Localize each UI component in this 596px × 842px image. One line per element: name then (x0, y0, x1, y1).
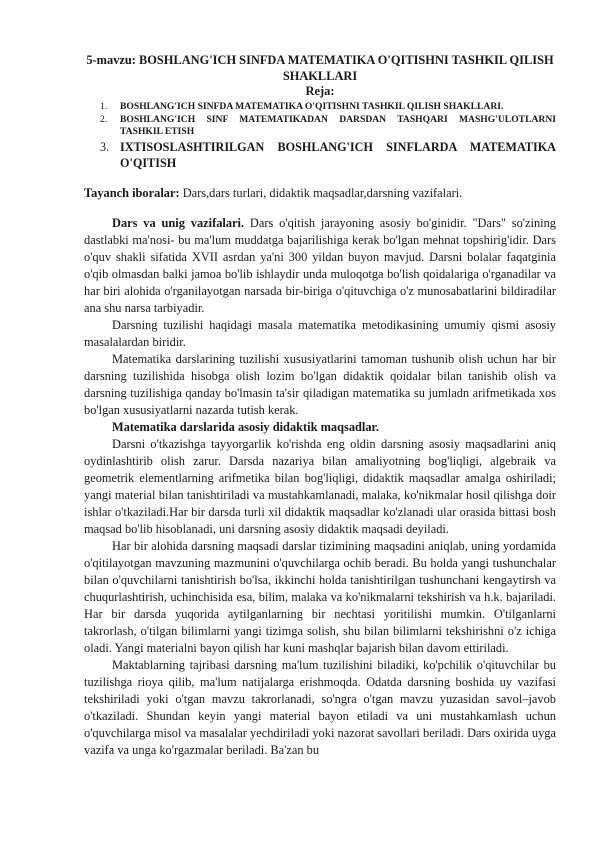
plan-item-text: BOSHLANG'ICH SINF MATEMATIKADAN DARSDAN TASHQARI MASHG'ULOTLARNI TASHKIL ETISH (120, 114, 556, 137)
paragraph: Maktablarning tajribasi darsning ma'lum tuzilishini biladiki, ko'pchilik o'qituvchilar bu tuzilishga rioya qilib, ma'lum natijalarga erishmoqda. Odatda darsning boshida uy vazifasi tekshiriladi yoki o'tgan mavzu takrorlanadi, so'ngra o'tgan mavzu yuzasidan savol–javob o'tkaziladi. Shundan keyin yangi material bayon etiladi va uni mustahkamlash uchun o'quvchilarga misol va masalalar yechdiriladi yoki nazorat savollari beriladi. Dars oxirida uyga vazifa va unga ko'rgazmalar beriladi. Ba'zan bu (84, 658, 556, 757)
plan-item-number: 3. (100, 140, 110, 154)
plan-item-text: IXTISOSLASHTIRILGAN BOSHLANG'ICH SINFLARDA MATEMATIKA O'QITISH (120, 140, 556, 170)
plan-list (84, 101, 556, 171)
document-page (84, 52, 556, 759)
section-heading: Matematika darslarida asosiy didaktik maqsadlar. (112, 420, 380, 434)
document-title: 5-mavzu: BOSHLANG'ICH SINFDA MATEMATIKA O'QITISHNI TASHKIL QILISH SHAKLLARI (86, 53, 554, 83)
plan-item-text: BOSHLANG'ICH SINFDA MATEMATIKA O'QITISHNI TASHKIL QILISH SHAKLLARI. (120, 101, 504, 112)
keywords-text: Dars,dars turlari, didaktik maqsadlar,darsning vazifalari. (179, 186, 463, 200)
plan-item-number: 1. (100, 101, 108, 112)
plan-heading: Reja: (305, 84, 335, 98)
paragraph (84, 215, 556, 317)
plan-item (84, 114, 556, 138)
paragraph: Har bir alohida darsning maqsadi darslar tizimining maqsadini aniqlab, uning yordamida o'qitilayotgan mavzuning mazmunini o'quvchilarga ochib beradi. Bu holda yangi tushunchalar bilan o'quvchilarni tanishtirish bo'lsa, ikkinchi holda tanishtirilgan tushunchani kengaytirsh va chuqurlashtirish, uchinchisida esa, bilim, malaka va ko'nikmalarni tekshirish va h.k. bajariladi. Har bir darsda yuqorida aytilganlarning bir nechtasi yoritilishi mumkin. O'tilganlarni takrorlash, o'tilgan bilimlarni yangi tizimga solish, shu bilan bilimlarni tekshirishni o'z ichiga oladi. Yangi materialni bayon qilish har kuni mashqlar bajarish bilan davom ettiriladi. (84, 539, 556, 655)
paragraph: Darsni o'tkazishga tayyorgarlik ko'rishda eng oldin darsning asosiy maqsadlarini aniq oydinlashtirib olish zarur. Darsda nazariya bilan amaliyotning bog'liqligi, algebraik va geometrik elementlarning arifmetika bilan bog'liqligi, didaktik maqsadlar amalga oshiriladi; yangi material bilan tanishtiriladi va mustahkamlanadi, malaka, ko'nikmalar hosil qilishga doir ishlar o'tkaziladi.Har bir darsda turli xil didaktik maqsadlar ko'zlanadi ular orasida bittasi bosh maqsad bo'lib hisoblanadi, uni darsning asosiy didaktik maqsadi deyiladi. (84, 437, 556, 536)
plan-item (84, 139, 556, 171)
plan-item (84, 101, 556, 113)
section-heading-inline: Dars va unig vazifalari. (112, 216, 245, 230)
keywords-line (84, 185, 556, 201)
paragraph: Darsning tuzilishi haqidagi masala matematika metodikasining umumiy qismi asosiy masalalardan biridir. (84, 318, 556, 349)
body-text (84, 215, 556, 759)
paragraph: Matematika darslarining tuzilishi xususiyatlarini tamoman tushunib olish uchun har bir darsning tuzilishida hisobga olish lozim bo'lgan didaktik qoidalar bilan tanishib olish va darsning tuzilishiga qanday bo'lmasin ta'sir qiladigan matematika su jumladn arifmetikada xos bo'lgan xususiyatlarni nazarda tutish kerak. (84, 352, 556, 417)
plan-item-number: 2. (100, 114, 108, 125)
paragraph-text: Dars o'qitish jarayoning asosiy bo'ginidir. "Dars" so'zining dastlabki ma'nosi- bu ma'lum muddatga bajarilishiga kerak bo'lgan mehnat topshirig'idir. Dars o'quv shakli sifatida XVII asrdan ya'ni 300 yildan buyon mavjud. Darsni bolalar faqatginia o'qib olmasdan balki jamoa bo'lib ishlaydir unda muloqotga bo'lish qoidalariga o'rganadilar va har biri alohida o'rganilayotgan narsada bir-biriga o'qituvchiga o'z munosabatlarini bildiradilar ana shu narsa tarbiyadir. (84, 216, 556, 315)
keywords-label: Tayanch iboralar: (84, 186, 180, 200)
